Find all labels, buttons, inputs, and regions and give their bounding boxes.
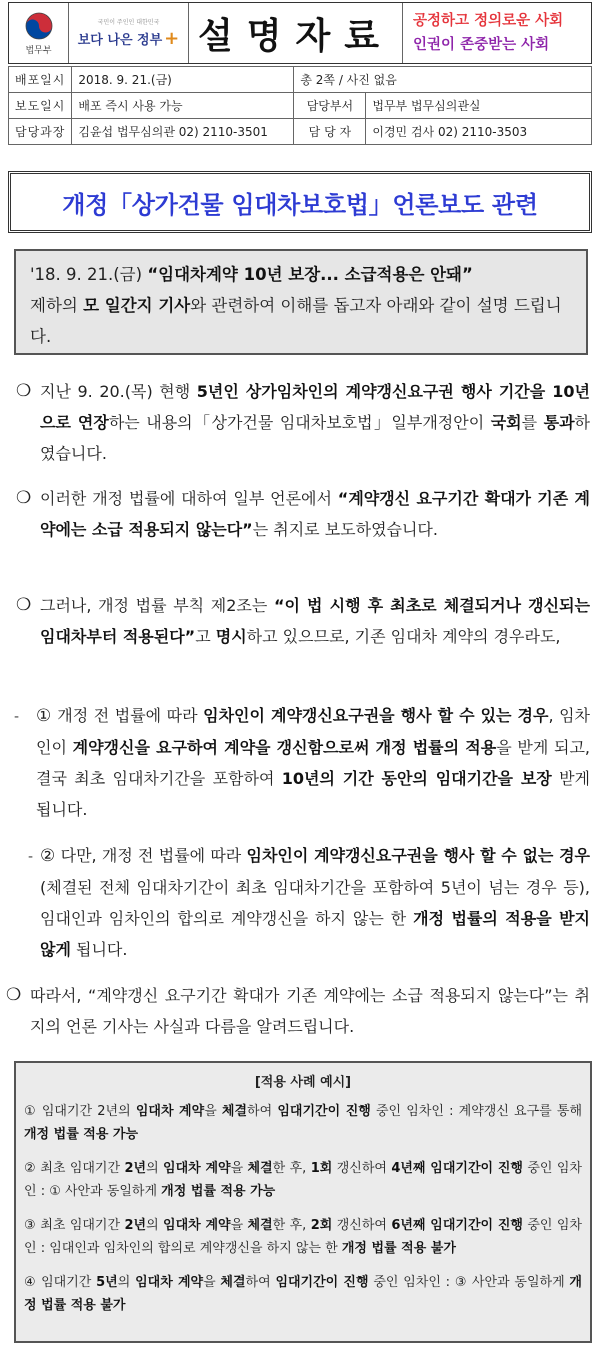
paragraph-4 — [36, 700, 590, 825]
e1-f: 임대기간이 진행 — [277, 1104, 371, 1119]
p5-e: 됩니다. — [70, 940, 128, 959]
examples-box — [14, 1061, 592, 1343]
p5-a: 다만, 개정 전 법률에 따라 — [55, 846, 247, 865]
ministry-slogan — [403, 3, 591, 63]
e4-c: 의 — [117, 1275, 136, 1290]
p2-c: 는 취지로 보도하였습니다. — [252, 520, 438, 539]
e3-b: 2년 — [124, 1218, 147, 1233]
government-brand-logo — [69, 3, 189, 63]
plus-icon: + — [164, 28, 180, 49]
e1-e: 하여 — [247, 1104, 278, 1119]
gov-slogan: 국민이 주인인 대한민국 — [97, 19, 160, 26]
e2-h: 1회 — [310, 1161, 333, 1176]
circle-bullet-icon: ❍ — [16, 488, 32, 508]
e3-f: 체결 — [247, 1218, 273, 1233]
taegeuk-emblem-icon — [24, 11, 54, 41]
examples-title: [적용 사례 예시] — [254, 1075, 352, 1090]
gov-brand-text: 보다 나은 정부 — [77, 33, 163, 48]
e4-a: 임대기간 — [41, 1275, 97, 1290]
e3-k: 중인 임차인 : 임대인과 임차인의 합의로 계약갱신을 하지 않는 한 — [24, 1218, 582, 1256]
p4-e: 을 받게 되고, 결국 최초 임대차기간을 포함하여 — [36, 738, 590, 788]
p3-e: 하고 있으므로, 기존 임대차 계약의 경우라도, — [246, 627, 561, 646]
e3-d: 임대차 계약 — [163, 1218, 231, 1233]
e3-h: 2회 — [310, 1218, 333, 1233]
manager-label: 담당과장 — [9, 119, 72, 145]
e1-b: 임대차 계약 — [135, 1104, 205, 1119]
e4-h: 임대기간이 진행 — [275, 1275, 369, 1290]
paragraph-1 — [40, 376, 590, 469]
contact-label: 담 당 자 — [294, 119, 366, 145]
contact-value: 이경민 검사 02) 2110-3503 — [366, 119, 592, 145]
e4-d: 임대차 계약 — [135, 1275, 204, 1290]
p4-a: 개정 전 법률에 따라 — [51, 706, 204, 725]
press-header — [8, 2, 592, 64]
e2-b: 2년 — [124, 1161, 147, 1176]
e3-g: 한 후, — [272, 1218, 311, 1233]
pages-value: 총 2쪽 / 사진 없음 — [294, 67, 592, 93]
e2-l: 개정 법률 적용 가능 — [161, 1184, 276, 1199]
p4-f: 10년의 기간 동안의 임대기간을 보장 — [281, 769, 552, 788]
p3-d: 명시 — [215, 627, 247, 646]
e2-j: 4년째 임대기간이 진행 — [391, 1161, 523, 1176]
embargo-label: 보도일시 — [9, 93, 72, 119]
p1-a: 지난 9. 20.(목) 현행 — [40, 382, 197, 401]
p1-f: 통과 — [543, 413, 575, 432]
e4-g: 하여 — [245, 1275, 276, 1290]
p5-c: (체결된 전체 임대차기간이 최초 임대차기간을 포함하여 5년이 넘는 경우 등), 임대인과 임차인의 합의로 계약갱신을 하지 않는 한 — [40, 878, 590, 928]
manager-value: 김윤섭 법무심의관 02) 2110-3501 — [72, 119, 294, 145]
p1-d: 국회 — [490, 413, 522, 432]
p1-c: 하는 내용의「상가건물 임대차보호법」일부개정안이 — [108, 413, 491, 432]
release-date-value: 2018. 9. 21.(금) — [72, 67, 294, 93]
p4-g: 받게 됩니다. — [36, 769, 590, 819]
p4-c: , 임차인이 — [36, 706, 591, 757]
p1-e: 를 — [521, 413, 544, 432]
paragraph-5 — [40, 840, 590, 965]
release-date-label: 배포일시 — [9, 67, 72, 93]
p5-num: ② — [40, 846, 56, 866]
e4-b: 5년 — [96, 1275, 118, 1290]
e2-num: ② — [24, 1161, 36, 1176]
p1-b: 5년인 상가임차인의 계약갱신요구권 행사 기간을 10년으로 연장 — [40, 382, 590, 432]
e2-k: 중인 임차인 : ① 사안과 동일하게 — [24, 1161, 582, 1199]
p2-b: “계약갱신 요구기간 확대가 기존 계약에는 소급 적용되지 않는다” — [40, 489, 590, 539]
slogan-line-2: 인권이 존중받는 사회 — [413, 37, 550, 53]
e2-g: 한 후, — [272, 1161, 311, 1176]
p4-num: ① — [36, 706, 52, 726]
p2-a: 이러한 개정 법률에 대하여 일부 언론에서 — [40, 489, 338, 508]
e3-j: 6년째 임대기간이 진행 — [391, 1218, 523, 1233]
document-title: 설명자료 — [189, 3, 403, 63]
p3-b: “이 법 시행 후 최초로 체결되거나 갱신되는 임대차부터 적용된다” — [40, 596, 590, 646]
p5-d: 개정 법률의 적용을 받지 않게 — [40, 909, 590, 959]
e1-h: 개정 법률 적용 가능 — [24, 1127, 139, 1142]
p5-b: 임차인이 계약갱신요구권을 행사 할 수 없는 경우 — [246, 846, 590, 865]
p1-g: 하였습니다. — [40, 413, 590, 463]
example-item-1 — [24, 1100, 582, 1146]
e1-c: 을 — [204, 1104, 222, 1119]
e4-j: 개정 법률 적용 불가 — [24, 1275, 582, 1313]
e2-i: 갱신하여 — [332, 1161, 392, 1176]
e4-num: ④ — [24, 1275, 37, 1290]
release-info-table — [8, 66, 592, 145]
intro-date: '18. 9. 21.(금) — [30, 265, 143, 284]
intro-post: 와 관련하여 이해를 돕고자 아래와 같이 설명 드립니다. — [30, 296, 562, 346]
dash-marker: - — [28, 849, 34, 865]
e1-g: 중인 임차인 : 계약갱신 요구를 통해 — [370, 1104, 582, 1119]
e2-e: 을 — [230, 1161, 248, 1176]
circle-bullet-icon: ❍ — [16, 381, 32, 401]
e4-i: 중인 임차인 : ③ 사안과 동일하게 — [368, 1275, 570, 1290]
dash-marker: - — [14, 709, 20, 725]
e3-c: 의 — [146, 1218, 164, 1233]
example-item-4 — [24, 1271, 582, 1317]
ministry-name: 법무부 — [25, 45, 52, 56]
e3-l: 개정 법률 적용 불가 — [341, 1241, 456, 1256]
gov-brand — [78, 28, 180, 49]
e1-d: 체결 — [221, 1104, 248, 1119]
department-label: 담당부서 — [294, 93, 366, 119]
department-value: 법무부 법무심의관실 — [366, 93, 592, 119]
e2-f: 체결 — [247, 1161, 273, 1176]
table-row — [9, 67, 592, 93]
p3-a: 그러나, 개정 법률 부칙 제2조는 — [40, 596, 274, 615]
p3-c: 고 — [195, 627, 216, 646]
intro-box — [14, 249, 588, 355]
paragraph-6 — [30, 980, 590, 1042]
table-row — [9, 119, 592, 145]
e3-e: 을 — [230, 1218, 248, 1233]
e1-num: ① — [24, 1104, 37, 1119]
e4-e: 을 — [203, 1275, 221, 1290]
p6-a: 따라서, “계약갱신 요구기간 확대가 기존 계약에는 소급 적용되지 않는다”는 취지의 언론 기사는 사실과 다름을 알려드립니다. — [30, 986, 590, 1036]
paragraph-3 — [40, 590, 590, 652]
e2-a: 최초 임대기간 — [40, 1161, 125, 1176]
e2-d: 임대차 계약 — [163, 1161, 231, 1176]
circle-bullet-icon: ❍ — [6, 985, 22, 1005]
example-item-3 — [24, 1214, 582, 1260]
e2-c: 의 — [146, 1161, 164, 1176]
e3-i: 갱신하여 — [332, 1218, 392, 1233]
ministry-logo — [9, 3, 69, 63]
e3-num: ③ — [24, 1218, 36, 1233]
table-row — [9, 93, 592, 119]
p4-b: 임차인이 계약갱신요구권을 행사 할 수 있는 경우 — [203, 706, 549, 725]
intro-bold: 모 일간지 기사 — [83, 296, 191, 315]
embargo-value: 배포 즉시 사용 가능 — [72, 93, 294, 119]
example-item-2 — [24, 1157, 582, 1203]
circle-bullet-icon: ❍ — [16, 595, 32, 615]
e1-a: 임대기간 2년의 — [41, 1104, 136, 1119]
e4-f: 체결 — [220, 1275, 246, 1290]
intro-quote: “임대차계약 10년 보장... 소급적용은 안돼” — [147, 265, 473, 284]
paragraph-2 — [40, 483, 590, 545]
p4-d: 계약갱신을 요구하여 계약을 갱신함으로써 개정 법률의 적용 — [72, 738, 497, 757]
headline: 개정「상가건물 임대차보호법」언론보도 관련 — [8, 171, 592, 233]
slogan-line-1: 공정하고 정의로운 사회 — [413, 13, 564, 29]
e3-a: 최초 임대기간 — [40, 1218, 125, 1233]
intro-pre: 제하의 — [30, 296, 78, 315]
